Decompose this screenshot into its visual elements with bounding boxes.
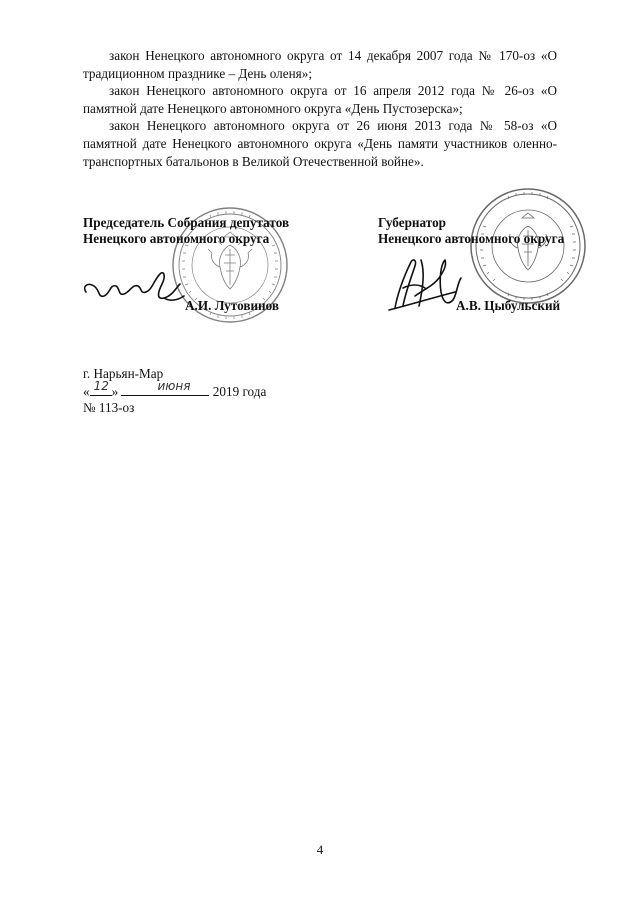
- governor-name: А.В. Цыбульский: [456, 298, 561, 313]
- date-day-blank: [90, 379, 112, 396]
- law-number: № 113-оз: [83, 400, 135, 415]
- law-item: закон Ненецкого автономного округа от 26 июня 2013 года № 58-оз «О памятной дате Ненецкого автономного округа «День памяти участников оленно-транспортных батальонов в Великой Отечественной войне».: [83, 118, 557, 169]
- date-year: 2019 года: [212, 384, 267, 399]
- date-day-handwritten: 12: [93, 379, 109, 393]
- chairman-title: [83, 215, 289, 247]
- governor-title: [378, 215, 564, 247]
- place-of-signing: г. Нарьян-Мар: [83, 366, 164, 381]
- date-close-quote: »: [111, 384, 119, 399]
- chairman-title-line: Ненецкого автономного округа: [83, 231, 270, 246]
- page-number: 4: [316, 842, 324, 857]
- date-month-handwritten: июня: [157, 379, 191, 393]
- governor-title-line: Ненецкого автономного округа: [378, 231, 565, 246]
- chairman-title-line: Председатель Собрания депутатов: [83, 215, 290, 230]
- chairman-signature: [80, 262, 190, 312]
- law-list: [83, 47, 557, 170]
- law-item: закон Ненецкого автономного округа от 14 декабря 2007 года № 170-оз «О традиционном празднике – День оленя»;: [83, 48, 557, 81]
- chairman-name: А.И. Лутовинов: [185, 298, 280, 313]
- governor-title-line: Губернатор: [378, 215, 446, 230]
- signing-date: [83, 379, 267, 400]
- date-month-blank: [121, 379, 209, 396]
- date-open-quote: «: [83, 384, 90, 399]
- law-item: закон Ненецкого автономного округа от 16 апреля 2012 года № 26-оз «О памятной дате Ненецкого автономного округа «День Пустозерска»;: [83, 83, 557, 116]
